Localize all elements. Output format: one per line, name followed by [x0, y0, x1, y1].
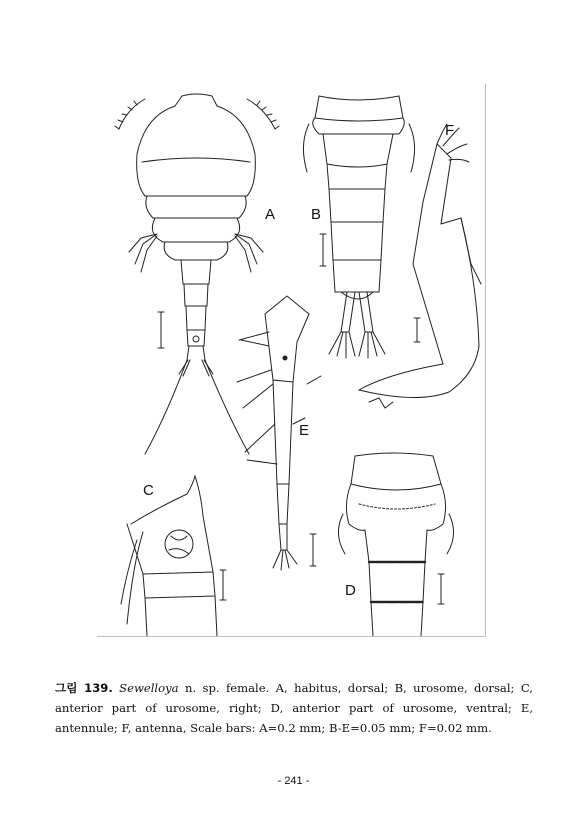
panel-label-e: E: [299, 422, 310, 439]
panel-label-f: F: [445, 122, 455, 139]
figure-caption: [55, 678, 533, 738]
page-number: - 241 -: [277, 775, 310, 787]
panel-label-c: C: [143, 482, 154, 499]
panel-label-a: A: [265, 206, 276, 223]
panel-d-urosome-ventral: [338, 453, 453, 636]
caption-text: n. sp. female. A, habitus, dorsal; B, urosome, dorsal; C, anterior part of urosome, right; D, anterior part of urosome, ventral; E, antennule; F, antenna, Scale bars: A=0.2 mm; B-E=0.05 mm; F=0.02 mm.: [55, 681, 533, 735]
panel-a-habitus: [115, 94, 279, 454]
figure-drawing: [97, 84, 485, 636]
figure-plate: [97, 84, 486, 637]
figure-number: 그림 139.: [55, 681, 113, 695]
panel-f-antenna: [359, 124, 481, 408]
genus-name: Sewelloya: [119, 681, 179, 695]
panel-label-b: B: [311, 206, 322, 223]
panel-b-urosome-dorsal: [303, 96, 414, 358]
panel-c-urosome-lateral: [121, 476, 226, 636]
panel-label-d: D: [345, 582, 356, 599]
